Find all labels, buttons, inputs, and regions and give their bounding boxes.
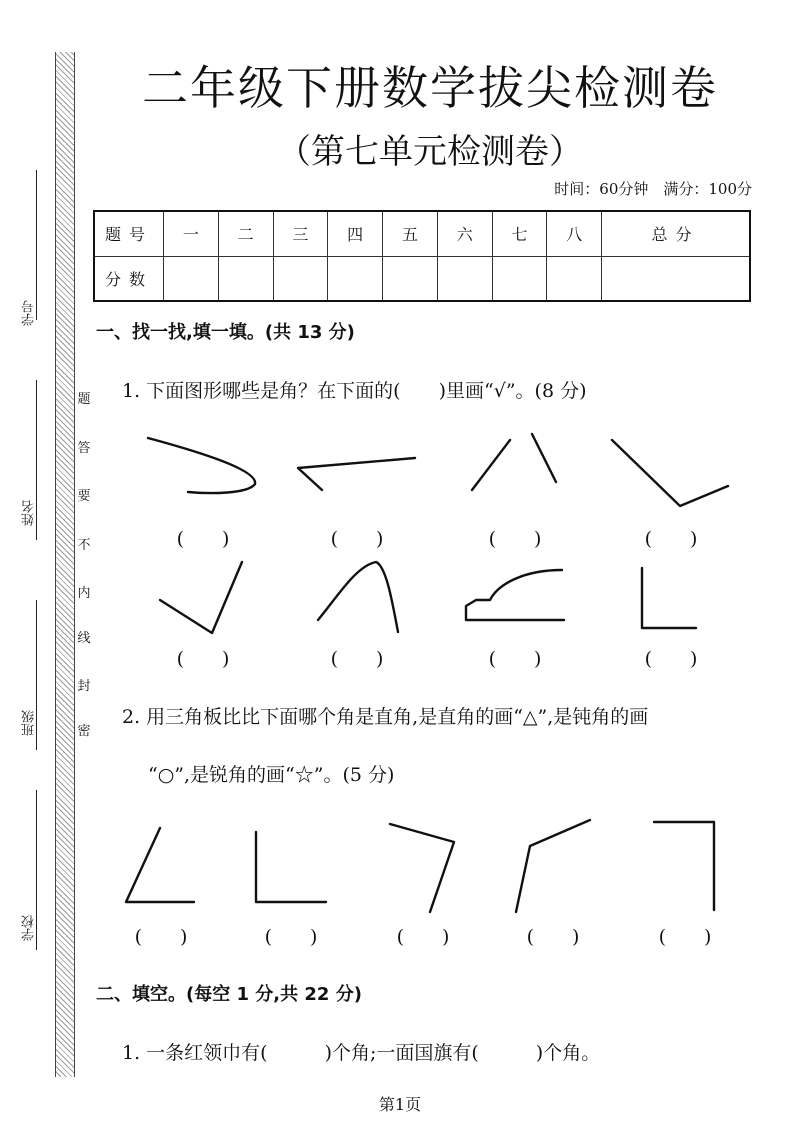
seal-char: 答	[77, 441, 91, 456]
section2-title: 二、填空。(每空 1 分,共 22 分)	[96, 984, 362, 1005]
seal-char: 内	[77, 586, 91, 601]
answer-paren[interactable]: ( )	[396, 926, 450, 948]
answer-paren[interactable]: ( )	[264, 926, 318, 948]
score-table-col: 七	[492, 211, 547, 256]
figure-angle-v	[160, 562, 242, 633]
seal-char: 封	[77, 679, 91, 694]
figure-acute-angle	[126, 828, 194, 902]
figure-separated-lines	[472, 434, 556, 490]
seal-char: 不	[77, 538, 91, 553]
figure-obtuse-angle-2	[516, 820, 590, 912]
score-table-col: 二	[218, 211, 273, 256]
figure-angle-open	[298, 458, 415, 490]
figure-right-angle-3	[654, 822, 714, 910]
class-label: 班级	[22, 710, 37, 736]
name-label: 姓名	[22, 500, 37, 526]
section1-title: 一、找一找,填一填。(共 13 分)	[96, 322, 355, 343]
school-label: 学校	[22, 915, 37, 941]
figure-right-angle	[642, 568, 696, 628]
question-2-1: 1. 一条红领巾有( )个角;一面国旗有( )个角。	[122, 1042, 601, 1064]
score-table-col: 五	[383, 211, 438, 256]
answer-paren[interactable]: ( )	[488, 528, 542, 550]
score-table-col: 八	[547, 211, 602, 256]
score-table-col: 三	[273, 211, 328, 256]
answer-paren[interactable]: ( )	[488, 648, 542, 670]
page-number: 第1页	[378, 1095, 422, 1114]
score-table-col: 总分	[602, 211, 750, 256]
page-title: 二年级下册数学拔尖检测卷	[142, 61, 718, 115]
seal-char: 密	[77, 724, 91, 739]
answer-paren[interactable]: ( )	[176, 648, 230, 670]
figure-step-curve	[466, 570, 564, 620]
time-info: 时间：60分钟 满分：100分	[554, 180, 752, 198]
answer-paren[interactable]: ( )	[658, 926, 712, 948]
student-id-label: 学号	[22, 300, 37, 326]
score-table-col: 一	[164, 211, 219, 256]
seal-char: 题	[77, 392, 91, 407]
score-table-score-label: 分数	[94, 256, 164, 301]
answer-paren[interactable]: ( )	[526, 926, 580, 948]
answer-paren[interactable]: ( )	[330, 648, 384, 670]
score-table-col: 四	[328, 211, 383, 256]
score-table-col: 六	[437, 211, 492, 256]
seal-char: 线	[77, 631, 91, 646]
figure-curved-shape	[148, 438, 255, 493]
answer-paren[interactable]: ( )	[176, 528, 230, 550]
figure-curved-peak	[318, 562, 398, 632]
answer-paren[interactable]: ( )	[644, 648, 698, 670]
figure-obtuse-angle-1	[390, 824, 454, 912]
answer-paren[interactable]: ( )	[644, 528, 698, 550]
answer-paren[interactable]: ( )	[134, 926, 188, 948]
question-1-1: 1. 下面图形哪些是角？在下面的( )里画“√”。(8 分)	[122, 380, 587, 402]
question-1-2-line1: 2. 用三角板比比下面哪个角是直角,是直角的画“△”,是钝角的画	[122, 706, 649, 728]
figure-right-angle-2	[256, 832, 326, 902]
figure-angle-wide	[612, 440, 728, 506]
score-table-header-label: 题号	[94, 211, 164, 256]
page-subtitle: （第七单元检测卷）	[277, 132, 583, 172]
question-1-2-line2: “○”,是锐角的画“☆”。(5 分)	[148, 764, 395, 786]
seal-char: 要	[77, 489, 91, 504]
answer-paren[interactable]: ( )	[330, 528, 384, 550]
